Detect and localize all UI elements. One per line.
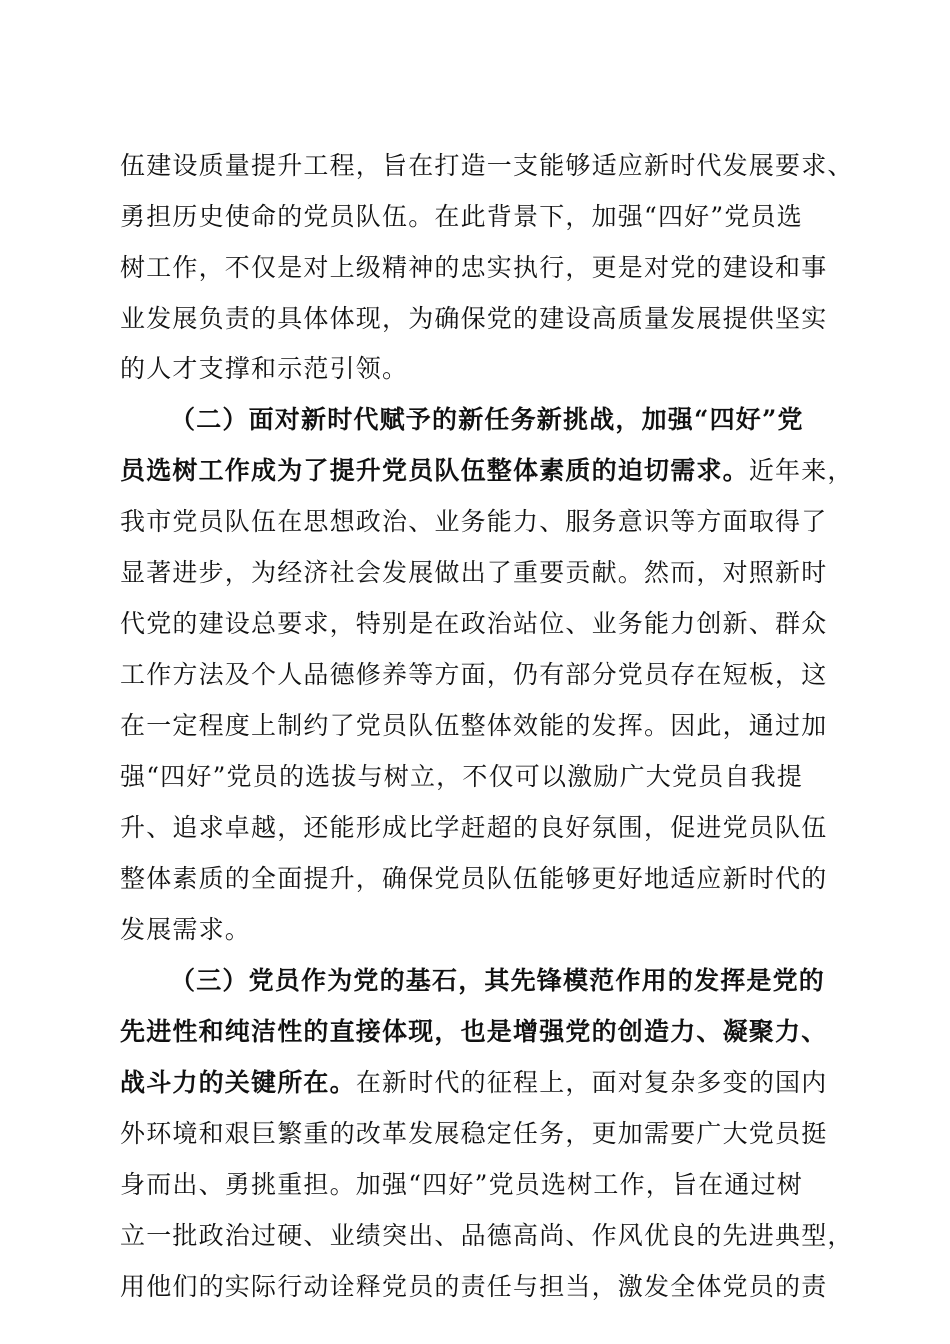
paragraph-2-line-3: 我市党员队伍在思想政治、业务能力、服务意识等方面取得了 xyxy=(120,507,828,536)
paragraph-2-line-5: 代党的建设总要求，特别是在政治站位、业务能力创新、群众 xyxy=(120,609,828,638)
paragraph-3-line-3 xyxy=(120,1061,840,1105)
paragraph-1-line-5: 的人才支撑和示范引领。 xyxy=(120,354,409,383)
paragraph-3-line-5: 身而出、勇挑重担。加强“四好”党员选树工作，旨在通过树 xyxy=(120,1170,803,1199)
paragraph-3-line-3-rest: 在新时代的征程上，面对复杂多变的国内 xyxy=(355,1068,828,1097)
paragraph-2-line-9: 升、追求卓越，还能形成比学赶超的良好氛围，促进党员队伍 xyxy=(120,813,828,842)
paragraph-1-line-1: 伍建设质量提升工程，旨在打造一支能够适应新时代发展要求、 xyxy=(120,151,854,180)
paragraph-2-heading-line-1: （二）面对新时代赋予的新任务新挑战，加强“四好”党 xyxy=(170,405,804,434)
paragraph-1-line-2: 勇担历史使命的党员队伍。在此背景下，加强“四好”党员选 xyxy=(120,202,803,231)
paragraph-1-line-4: 业发展负责的具体体现，为确保党的建设高质量发展提供坚实 xyxy=(120,304,828,333)
paragraph-2-heading-line-2: 员选树工作成为了提升党员队伍整体素质的迫切需求。 xyxy=(120,456,749,485)
paragraph-2-line-8: 强“四好”党员的选拔与树立，不仅可以激励广大党员自我提 xyxy=(120,762,803,791)
paragraph-2-line-6: 工作方法及个人品德修养等方面，仍有部分党员存在短板，这 xyxy=(120,660,828,689)
paragraph-3-line-7: 用他们的实际行动诠释党员的责任与担当，激发全体党员的责 xyxy=(120,1272,828,1301)
paragraph-2-line-11: 发展需求。 xyxy=(120,915,252,944)
paragraph-2-line-2 xyxy=(120,449,854,493)
paragraph-2-line-4: 显著进步，为经济社会发展做出了重要贡献。然而，对照新时 xyxy=(120,558,828,587)
paragraph-2-line-2-rest: 近年来， xyxy=(748,456,854,485)
paragraph-3-heading-line-3: 战斗力的关键所在。 xyxy=(120,1068,356,1097)
paragraph-2-line-7: 在一定程度上制约了党员队伍整体效能的发挥。因此，通过加 xyxy=(120,711,828,740)
paragraph-3-heading-line-2: 先进性和纯洁性的直接体现，也是增强党的创造力、凝聚力、 xyxy=(120,1017,828,1046)
paragraph-2-line-10: 整体素质的全面提升，确保党员队伍能够更好地适应新时代的 xyxy=(120,864,828,893)
paragraph-3-line-4: 外环境和艰巨繁重的改革发展稳定任务，更加需要广大党员挺 xyxy=(120,1119,828,1148)
paragraph-1-line-3: 树工作，不仅是对上级精神的忠实执行，更是对党的建设和事 xyxy=(120,253,828,282)
paragraph-3-heading-line-1: （三）党员作为党的基石，其先锋模范作用的发挥是党的 xyxy=(170,966,826,995)
paragraph-3-line-6: 立一批政治过硬、业绩突出、品德高尚、作风优良的先进典型， xyxy=(120,1221,854,1250)
